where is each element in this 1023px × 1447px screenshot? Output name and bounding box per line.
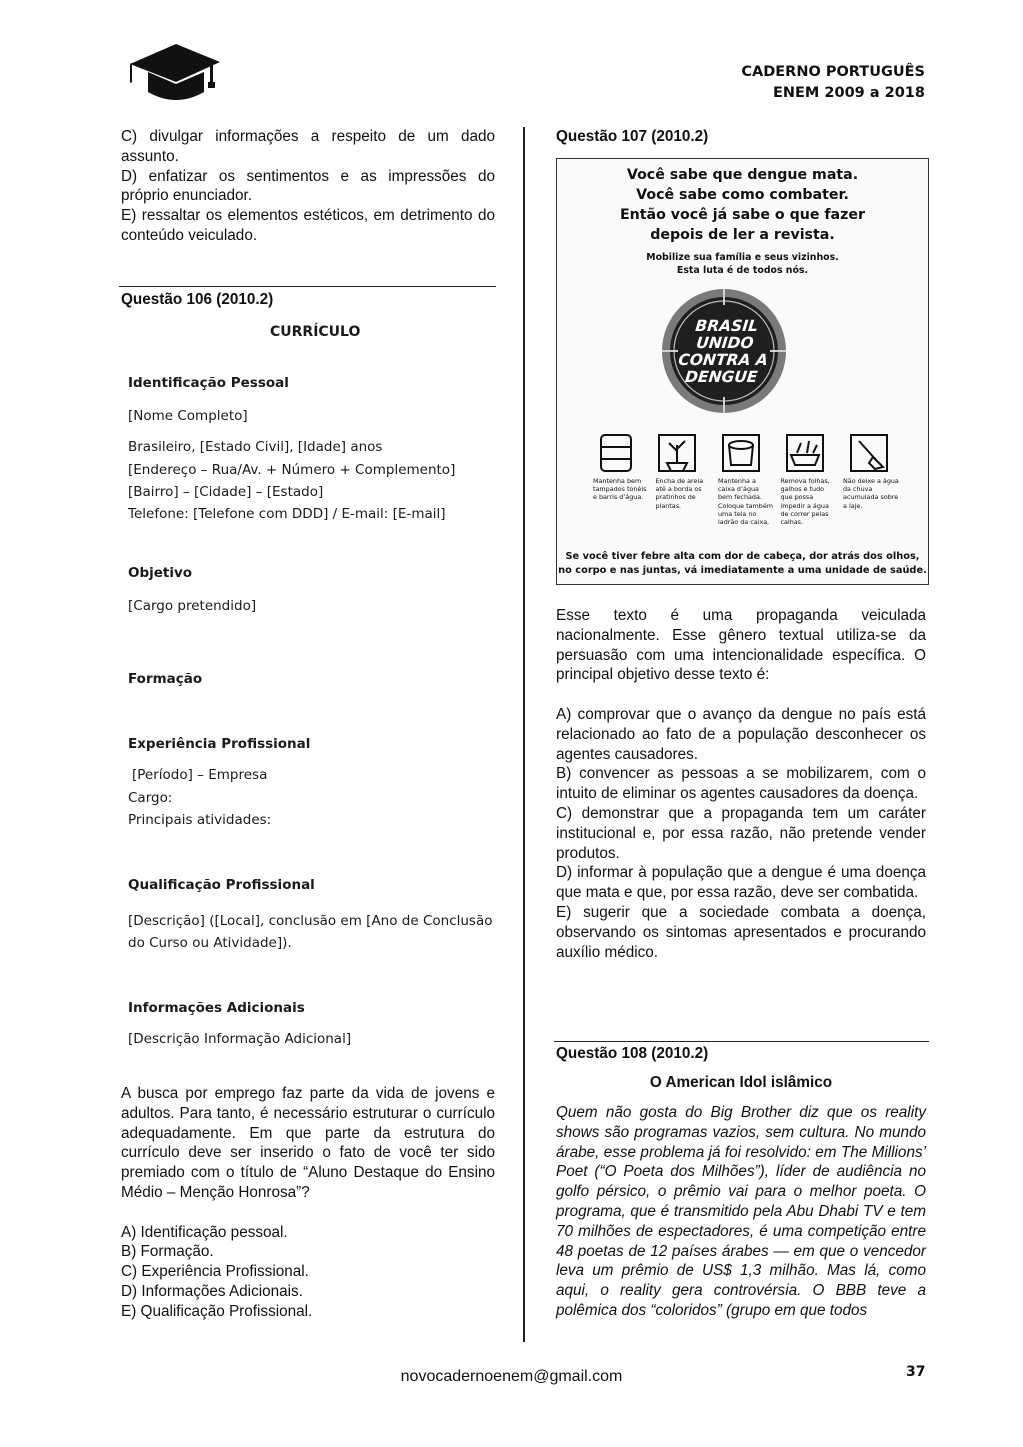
poster-badge-text xyxy=(656,318,791,386)
question-separator xyxy=(119,286,496,287)
option-d: D) enfatizar os sentimentos e as impressões do próprio enunciador. xyxy=(121,167,495,205)
poster-headline-line: Você sabe que dengue mata. xyxy=(626,167,859,183)
plant-pot-icon xyxy=(659,435,695,471)
cv-line: [Bairro] – [Cidade] – [Estado] xyxy=(128,484,324,500)
caption-slab: Não deixe a água da chuva acumulada sobre a laje. xyxy=(843,477,899,510)
caption-plants: Encha de areia até a borda os pratinhos de plantas. xyxy=(655,477,704,510)
poster-headline-line: depois de ler a revista. xyxy=(650,227,835,243)
cv-line: [Descrição] ([Local], conclusão em [Ano de Conclusão xyxy=(128,913,493,929)
badge-line: DENGUE xyxy=(684,368,759,386)
header-subtitle: ENEM 2009 a 2018 xyxy=(772,85,925,101)
question-107-body xyxy=(556,606,926,962)
option-a: A) Identificação pessoal. xyxy=(121,1223,288,1241)
cv-section-additional: Informações Adicionais xyxy=(128,1000,305,1016)
cv-title: CURRÍCULO xyxy=(270,324,361,340)
cv-line: [Endereço – Rua/Av. + Número + Complemento] xyxy=(128,462,456,478)
poster-headline xyxy=(557,165,928,245)
broom-icon xyxy=(851,435,887,471)
option-d: D) Informações Adicionais. xyxy=(121,1282,303,1300)
question-107-title: Questão 107 (2010.2) xyxy=(556,128,709,145)
option-e: E) ressaltar os elementos estéticos, em detrimento do conteúdo veiculado. xyxy=(121,207,495,244)
cv-section-objective: Objetivo xyxy=(128,565,193,581)
cv-section-education: Formação xyxy=(128,671,203,687)
cv-line: Principais atividades: xyxy=(128,812,272,828)
badge-line: UNIDO xyxy=(695,334,755,352)
poster-headline-line: Então você já sabe o que fazer xyxy=(619,207,866,223)
cv-line: Brasileiro, [Estado Civil], [Idade] anos xyxy=(128,439,383,455)
document-header xyxy=(741,62,925,104)
badge-line: CONTRA A xyxy=(677,351,769,369)
dengue-poster xyxy=(556,158,929,585)
option-b: B) Formação. xyxy=(121,1243,214,1261)
footer-email: novocadernoenem@gmail.com xyxy=(400,1368,623,1385)
option-c: C) divulgar informações a respeito de um dado assunto. xyxy=(121,128,495,165)
cv-line: [Cargo pretendido] xyxy=(128,598,257,614)
page-number: 37 xyxy=(906,1364,926,1380)
cv-section-qualification: Qualificação Profissional xyxy=(128,877,315,893)
question-108-text: Quem não gosta do Big Brother diz que os reality shows são programas vazios, sem cultura. No mundo árabe, esse problema já foi resolvido: em The Millions’ Poet (“O Poeta dos Milhões”), líder de audiência no golfo pérsico, o prêmio vai para o melhor poeta. O programa, que é transmitido pela Abu Dhabi TV e tem 70 milhões de espectadores, é uma competição entre 48 poetas de 12 países árabes — em que o vencedor leva um prêmio de US$ 1,3 milhão. Mas lá, como aqui, o reality gera controvérsia. O BBB teve a polêmica dos “coloridos” (grupo em que todos xyxy=(556,1104,926,1319)
prevention-icons xyxy=(595,431,895,475)
question-separator xyxy=(554,1041,929,1042)
gutter-icon xyxy=(787,435,823,471)
cv-line: [Descrição Informação Adicional] xyxy=(128,1031,352,1047)
option-c: C) Experiência Profissional. xyxy=(121,1263,309,1281)
question-106-statement: A busca por emprego faz parte da vida de jovens e adultos. Para tanto, é necessário estruturar o currículo adequadamente. Em que parte da estrutura do currículo deve ser inserido o fato de você ter sido premiado com o título de “Aluno Destaque do Ensino Médio – Menção Honrosa”? xyxy=(121,1085,495,1201)
poster-headline-line: Você sabe como combater. xyxy=(636,187,849,203)
graduation-cap-icon xyxy=(126,42,222,106)
cv-line: [Período] – Empresa xyxy=(132,767,268,783)
question-106-title: Questão 106 (2010.2) xyxy=(121,291,274,308)
poster-subheadline xyxy=(557,251,928,277)
header-title: CADERNO PORTUGUÊS xyxy=(741,64,925,80)
cv-line: Telefone: [Telefone com DDD] / E-mail: [E-mail] xyxy=(128,506,446,522)
question-108-title: Questão 108 (2010.2) xyxy=(556,1045,709,1062)
cv-section-experience: Experiência Profissional xyxy=(128,736,311,752)
caption-gutters: Remova folhas, galhos e tudo que possa impedir a água de correr pelas calhas. xyxy=(780,477,830,527)
option-e: E) Qualificação Profissional. xyxy=(121,1302,313,1320)
caption-barrels: Mantenha bem tampados tonéis e barris d’água. xyxy=(593,477,647,502)
question-106-body xyxy=(121,1084,495,1322)
barrel-icon xyxy=(601,435,631,471)
cv-line: do Curso ou Atividade]). xyxy=(128,935,292,951)
cv-section-identification: Identificação Pessoal xyxy=(128,375,289,391)
option-d: D) informar à população que a dengue é uma doença que mata e que, por essa razão, deve ser combatida. xyxy=(556,864,926,902)
question-107-statement: Esse texto é uma propaganda veiculada nacionalmente. Esse gênero textual utiliza-se da persuasão com uma intencionalidade específica. O principal objetivo desse texto é: xyxy=(556,607,926,684)
cv-line: Cargo: xyxy=(128,790,173,806)
poster-footer-line: no corpo e nas juntas, vá imediatamente a uma unidade de saúde. xyxy=(558,564,927,576)
poster-sub-line: Esta luta é de todos nós. xyxy=(676,265,809,276)
option-e: E) sugerir que a sociedade combata a doença, observando os sintomas apresentados e procurando auxílio médico. xyxy=(556,903,926,961)
poster-footer xyxy=(557,550,928,577)
water-tank-icon xyxy=(723,435,759,471)
poster-sub-line: Mobilize sua família e seus vizinhos. xyxy=(646,252,839,263)
question-108-subtitle: O American Idol islâmico xyxy=(649,1074,833,1091)
option-c: C) demonstrar que a propaganda tem um caráter institucional e, por essa razão, não pretende vender produtos. xyxy=(556,804,926,862)
badge-line: BRASIL xyxy=(694,317,759,335)
option-b: B) convencer as pessoas a se mobilizarem, com o intuito de eliminar os agentes causadores da doença. xyxy=(556,765,926,803)
column-divider xyxy=(523,127,525,1342)
caption-water-tank: Mantenha a caixa d’água bem fechada. Coloque também uma tela no ladrão da caixa. xyxy=(718,477,773,527)
prevention-captions xyxy=(593,477,899,526)
option-a: A) comprovar que o avanço da dengue no país está relacionado ao fato de a população desconhecer os agentes causadores. xyxy=(556,705,926,763)
cv-line: [Nome Completo] xyxy=(128,408,248,424)
poster-footer-line: Se você tiver febre alta com dor de cabeça, dor atrás dos olhos, xyxy=(565,551,920,562)
previous-question-options xyxy=(121,127,495,246)
